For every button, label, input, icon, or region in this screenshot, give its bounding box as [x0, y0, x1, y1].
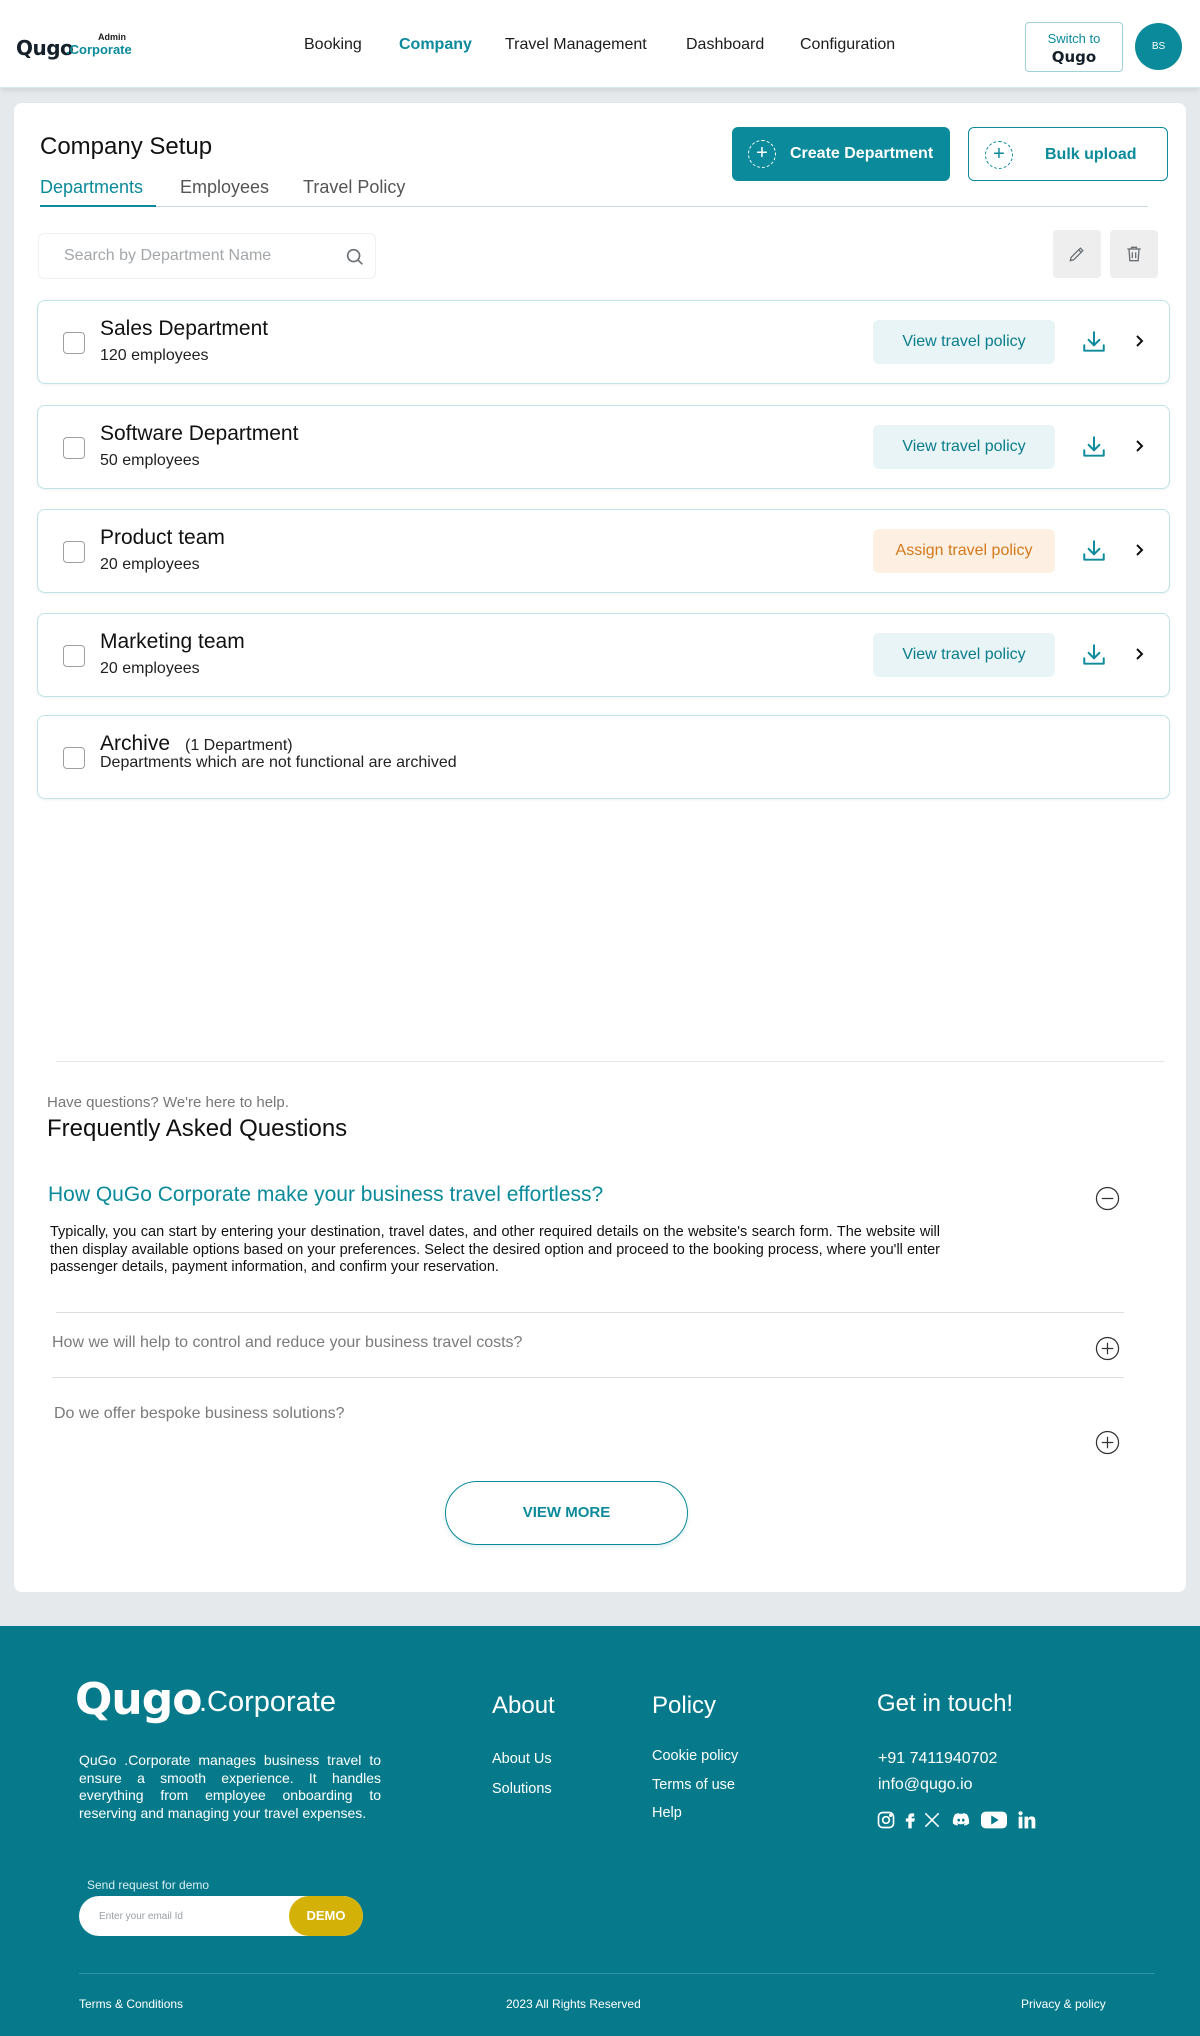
view-more-button[interactable]: VIEW MORE	[445, 1481, 688, 1545]
page-title: Company Setup	[40, 133, 213, 160]
delete-button[interactable]	[1110, 230, 1158, 278]
faq-pretitle: Have questions? We're here to help.	[47, 1094, 289, 1111]
facebook-icon[interactable]	[900, 1810, 920, 1830]
department-name: Marketing team	[100, 630, 245, 653]
archive-row[interactable]	[37, 715, 1170, 799]
footer-logo-brand: Qugo	[75, 1674, 202, 1725]
chevron-right-icon[interactable]	[1131, 540, 1149, 560]
view-travel-policy-button[interactable]: View travel policy	[873, 425, 1055, 469]
tab-departments[interactable]: Departments	[40, 177, 144, 197]
create-department-label: Create Department	[790, 145, 934, 162]
tab-employees[interactable]: Employees	[180, 177, 270, 197]
footer-policy-heading: Policy	[652, 1692, 717, 1719]
view-travel-policy-button[interactable]: View travel policy	[873, 633, 1055, 677]
youtube-icon[interactable]	[981, 1810, 1007, 1830]
faq-question-3[interactable]: Do we offer bespoke business solutions?	[54, 1405, 345, 1422]
department-employee-count: 50 employees	[100, 452, 200, 469]
logo-brand: Qugo	[16, 36, 74, 60]
top-header	[0, 0, 1200, 88]
faq-divider	[56, 1061, 1164, 1062]
footer-link-about-us[interactable]: About Us	[492, 1751, 552, 1767]
faq-question-2[interactable]: How we will help to control and reduce your business travel costs?	[52, 1334, 523, 1351]
department-employee-count: 20 employees	[100, 660, 200, 677]
nav-travel-management[interactable]: Travel Management	[505, 36, 647, 53]
search-input[interactable]	[40, 235, 330, 277]
assign-travel-policy-button[interactable]: Assign travel policy	[873, 529, 1055, 573]
edit-button[interactable]	[1053, 230, 1101, 278]
company-setup-card	[14, 103, 1186, 1592]
row-checkbox[interactable]	[63, 645, 85, 667]
department-name: Sales Department	[100, 317, 269, 340]
demo-email-form	[79, 1896, 363, 1936]
faq-title: Frequently Asked Questions	[47, 1115, 348, 1142]
footer-link-solutions[interactable]: Solutions	[492, 1781, 552, 1797]
footer-copyright: 2023 All Rights Reserved	[506, 1997, 641, 2011]
switch-brand: Qugo	[1051, 48, 1097, 66]
archive-count: (1 Department)	[185, 737, 293, 754]
demo-button[interactable]: DEMO	[289, 1896, 363, 1936]
faq-question-1[interactable]: How QuGo Corporate make your business travel effortless?	[48, 1183, 604, 1206]
row-checkbox[interactable]	[63, 541, 85, 563]
x-icon[interactable]	[922, 1810, 942, 1830]
department-row-sales[interactable]	[37, 300, 1170, 384]
trash-icon	[1124, 244, 1144, 264]
download-icon[interactable]	[1081, 642, 1107, 668]
download-icon[interactable]	[1081, 329, 1107, 355]
plus-circle-icon[interactable]	[1095, 1336, 1120, 1361]
footer-contact-heading: Get in touch!	[877, 1690, 1014, 1717]
faq-separator	[52, 1377, 1124, 1378]
instagram-icon[interactable]	[876, 1810, 896, 1830]
department-employee-count: 20 employees	[100, 556, 200, 573]
department-row-software[interactable]	[37, 405, 1170, 489]
bulk-upload-label: Bulk upload	[1045, 146, 1137, 163]
qugo-corporate-logo[interactable]	[16, 34, 138, 62]
department-row-product[interactable]	[37, 509, 1170, 593]
switch-to-qugo-button[interactable]	[1025, 22, 1123, 72]
nav-dashboard[interactable]: Dashboard	[686, 36, 765, 53]
footer-about-heading: About	[492, 1692, 555, 1719]
linkedin-icon[interactable]	[1016, 1810, 1038, 1830]
discord-icon[interactable]	[950, 1810, 972, 1830]
footer-divider	[79, 1973, 1155, 1974]
department-name: Product team	[100, 526, 225, 549]
tabs-divider	[40, 206, 1148, 207]
nav-company[interactable]: Company	[399, 36, 472, 53]
user-avatar[interactable]: BS	[1135, 23, 1182, 70]
plus-circle-icon[interactable]	[1095, 1430, 1120, 1455]
row-checkbox[interactable]	[63, 437, 85, 459]
download-icon[interactable]	[1081, 538, 1107, 564]
footer-description: QuGo .Corporate manages business travel to ensure a smooth experience. It handles everything from employee onboarding to reserving and managing your travel expenses.	[79, 1752, 381, 1821]
faq-separator	[56, 1312, 1124, 1313]
plus-circle-icon: +	[748, 140, 776, 168]
chevron-right-icon[interactable]	[1131, 331, 1149, 351]
department-row-marketing[interactable]	[37, 613, 1170, 697]
archive-description: Departments which are not functional are archived	[100, 754, 457, 771]
footer-link-help[interactable]: Help	[652, 1805, 682, 1821]
download-icon[interactable]	[1081, 434, 1107, 460]
department-employee-count: 120 employees	[100, 347, 209, 364]
logo-suffix: .Corporate	[66, 42, 132, 57]
nav-booking[interactable]: Booking	[304, 36, 362, 53]
department-name: Software Department	[100, 422, 299, 445]
footer-phone[interactable]: +91 7411940702	[878, 1750, 998, 1767]
minus-circle-icon[interactable]	[1095, 1186, 1120, 1211]
search-icon[interactable]	[344, 246, 366, 268]
plus-circle-icon: +	[985, 141, 1013, 169]
department-search	[38, 233, 376, 279]
create-department-button[interactable]	[732, 127, 950, 181]
tab-travel-policy[interactable]: Travel Policy	[303, 177, 406, 197]
switch-label: Switch to	[1047, 31, 1101, 46]
row-checkbox[interactable]	[63, 747, 85, 769]
admin-badge: Admin	[98, 32, 126, 42]
view-travel-policy-button[interactable]: View travel policy	[873, 320, 1055, 364]
demo-request-label: Send request for demo	[87, 1878, 210, 1892]
footer-terms-link[interactable]: Terms & Conditions	[79, 1997, 184, 2011]
faq-answer-1: Typically, you can start by entering your destination, travel dates, and other required details on the website's search form. The website will then display available options based on your preferences. Select the desired option and proceed to the booking process, where you'll enter passenger details, payment information, and confirm your reservation.	[50, 1224, 940, 1275]
demo-email-input[interactable]	[79, 1896, 289, 1936]
bulk-upload-button[interactable]	[968, 127, 1168, 181]
footer-link-cookie-policy[interactable]: Cookie policy	[652, 1748, 739, 1764]
footer-link-terms-of-use[interactable]: Terms of use	[652, 1777, 735, 1793]
footer-privacy-link[interactable]: Privacy & policy	[1021, 1997, 1106, 2011]
pencil-icon	[1067, 244, 1087, 264]
row-checkbox[interactable]	[63, 332, 85, 354]
chevron-right-icon[interactable]	[1131, 436, 1149, 456]
site-footer	[0, 1626, 1200, 2036]
archive-title: Archive	[100, 732, 171, 755]
footer-logo-suffix: .Corporate	[199, 1686, 337, 1718]
nav-configuration[interactable]: Configuration	[800, 36, 896, 53]
chevron-right-icon[interactable]	[1131, 644, 1149, 664]
footer-email[interactable]: info@qugo.io	[878, 1776, 973, 1793]
active-tab-indicator	[40, 205, 156, 207]
